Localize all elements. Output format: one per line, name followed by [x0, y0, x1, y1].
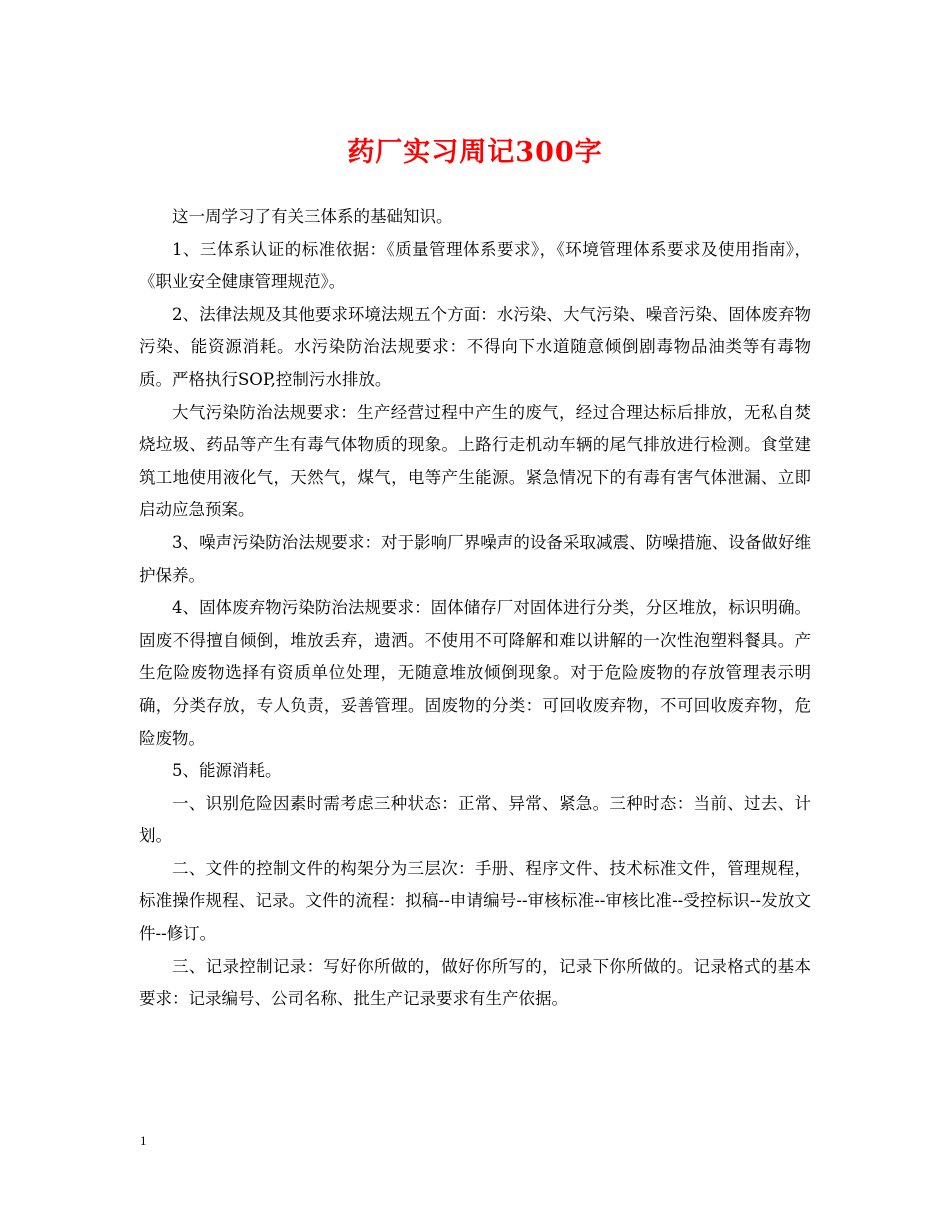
- paragraph-laws: 2、法律法规及其他要求环境法规五个方面：水污染、大气污染、噪音污染、固体废弃物污染、能资源消耗。水污染防治法规要求：不得向下水道随意倾倒剧毒物品油类等有毒物质。严格执行SOP,控制污水排放。: [139, 304, 811, 389]
- paragraph-noise-pollution: 3、噪声污染防治法规要求：对于影响厂界噪声的设备采取减震、防噪措施、设备做好维护保养。: [139, 532, 811, 585]
- document-title: 药厂实习周记300字: [347, 137, 603, 168]
- paragraph-solid-waste: 4、固体废弃物污染防治法规要求：固体储存厂对固体进行分类，分区堆放，标识明确。固废不得擅自倾倒，堆放丢弃，遗洒。不使用不可降解和难以讲解的一次性泡塑料餐具。产生危险废物选择有资质单位处理，无随意堆放倾倒现象。对于危险废物的存放管理表示明确，分类存放，专人负责，妥善管理。固废物的分类：可回收废弃物，不可回收废弃物，危险废物。: [139, 598, 811, 748]
- paragraph-air-pollution: 大气污染防治法规要求：生产经营过程中产生的废气，经过合理达标后排放，无私自焚烧垃圾、药品等产生有毒气体物质的现象。上路行走机动车辆的尾气排放进行检测。食堂建筑工地使用液化气，天然气，煤气，电等产生能源。紧急情况下的有毒有害气体泄漏、立即启动应急预案。: [139, 402, 811, 520]
- paragraph-energy: 5、能源消耗。: [172, 761, 282, 781]
- paragraph-intro: 这一周学习了有关三体系的基础知识。: [172, 207, 453, 226]
- document-body: [139, 201, 811, 1016]
- paragraph-document-control: 二、文件的控制文件的构架分为三层次：手册、程序文件、技术标准文件，管理规程，标准操作规程、记录。文件的流程：拟稿--申请编号--审核标准--审核比准--受控标识--发放文件--修订。: [139, 858, 811, 944]
- page-number: 1: [140, 1133, 147, 1148]
- paragraph-standards: 1、三体系认证的标准依据：《质量管理体系要求》，《环境管理体系要求及使用指南》，《职业安全健康管理规范》。: [139, 239, 811, 292]
- paragraph-record-control: 三、记录控制记录：写好你所做的，做好你所写的，记录下你所做的。记录格式的基本要求：记录编号、公司名称、批生产记录要求有生产依据。: [139, 956, 811, 1009]
- paragraph-risk-states: 一、识别危险因素时需考虑三种状态：正常、异常、紧急。三种时态：当前、过去、计划。: [139, 793, 811, 846]
